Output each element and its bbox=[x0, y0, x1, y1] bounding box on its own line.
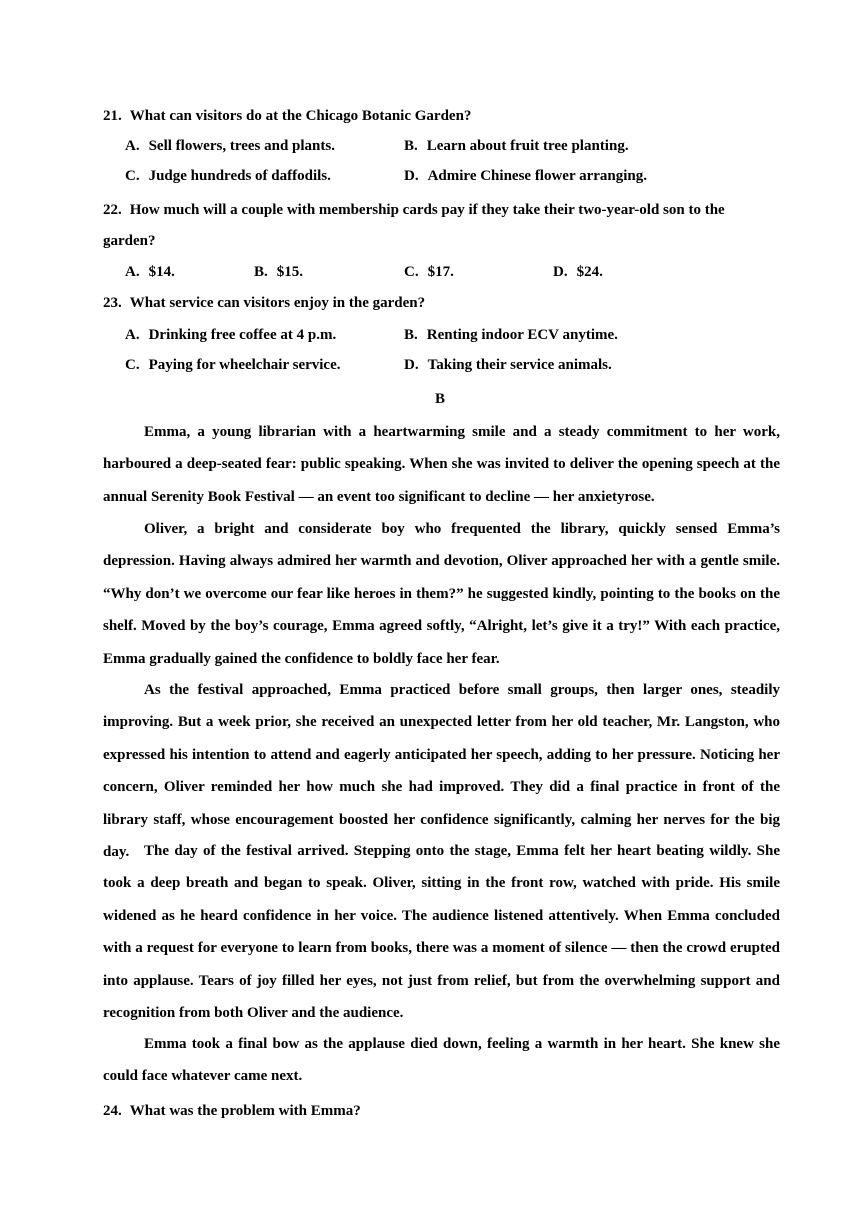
option-text: Admire Chinese flower arranging. bbox=[427, 168, 648, 184]
option-22-b bbox=[254, 262, 303, 282]
option-text: Learn about fruit tree planting. bbox=[426, 138, 629, 154]
option-letter: C. bbox=[125, 168, 140, 184]
question-text: How much will a couple with membership cards pay if they take their two-year-old son to the bbox=[129, 202, 725, 218]
option-letter: D. bbox=[553, 264, 568, 280]
option-21-a bbox=[125, 136, 335, 156]
question-number: 24. bbox=[103, 1103, 122, 1119]
option-text: $17. bbox=[427, 264, 454, 280]
question-text: What can visitors do at the Chicago Botanic Garden? bbox=[129, 108, 472, 124]
option-letter: A. bbox=[125, 138, 140, 154]
option-text: Drinking free coffee at 4 p.m. bbox=[148, 327, 337, 343]
option-23-c bbox=[125, 355, 341, 375]
option-letter: B. bbox=[404, 138, 418, 154]
option-text: Renting indoor ECV anytime. bbox=[426, 327, 618, 343]
question-number: 22. bbox=[103, 202, 122, 218]
option-letter: C. bbox=[404, 264, 419, 280]
passage-paragraph-3: As the festival approached, Emma practiced before small groups, then larger ones, steadily improving. But a week prior, she received an unexpected letter from her old teacher, Mr. Langston, who expressed his intention to attend and eagerly anticipated her speech, adding to her pressure. Noticing her concern, Oliver reminded her how much she had improved. They did a final practice in front of the library staff, whose encouragement boosted her confidence significantly, calming her nerves for the big day. bbox=[103, 682, 780, 861]
question-text: What was the problem with Emma? bbox=[129, 1103, 361, 1119]
option-23-a bbox=[125, 325, 336, 345]
option-letter: A. bbox=[125, 264, 140, 280]
option-text: Paying for wheelchair service. bbox=[148, 357, 341, 373]
option-21-c bbox=[125, 166, 331, 186]
option-21-d bbox=[404, 166, 647, 186]
question-23 bbox=[103, 293, 780, 313]
option-23-d bbox=[404, 355, 612, 375]
passage-paragraph-1: Emma, a young librarian with a heartwarming smile and a steady commitment to her work, harboured a deep-seated fear: public speaking. When she was invited to deliver the opening speech at the annual Serenity Book Festival — an event too significant to decline — her anxietyrose. bbox=[103, 424, 780, 505]
question-22 bbox=[103, 200, 780, 220]
option-text: Judge hundreds of daffodils. bbox=[148, 168, 331, 184]
option-text: Sell flowers, trees and plants. bbox=[148, 138, 335, 154]
option-text: $14. bbox=[148, 264, 175, 280]
question-number: 23. bbox=[103, 295, 122, 311]
option-23-b bbox=[404, 325, 618, 345]
option-text: Taking their service animals. bbox=[427, 357, 612, 373]
option-letter: D. bbox=[404, 357, 419, 373]
option-letter: D. bbox=[404, 168, 419, 184]
option-letter: B. bbox=[404, 327, 418, 343]
passage-paragraph-2: Oliver, a bright and considerate boy who frequented the library, quickly sensed Emma’s depression. Having always admired her warmth and devotion, Oliver approached her with a gentle smile. “Why don’t we overcome our fear like heroes in them?” he suggested kindly, pointing to the books on the shelf. Moved by the boy’s courage, Emma agreed softly, “Alright, let’s give it a try!” With each practice, Emma gradually gained the confidence to boldly face her fear. bbox=[103, 521, 780, 667]
option-22-c bbox=[404, 262, 454, 282]
option-text: $24. bbox=[576, 264, 603, 280]
question-number: 21. bbox=[103, 108, 122, 124]
passage-paragraph-4: The day of the festival arrived. Stepping onto the stage, Emma felt her heart beating wildly. She took a deep breath and began to speak. Oliver, sitting in the front row, watched with pride. His smile widened as he heard confidence in her voice. The audience listened attentively. When Emma concluded with a request for everyone to learn from books, there was a moment of silence — then the crowd erupted into applause. Tears of joy filled her eyes, not just from relief, but from the overwhelming support and recognition from both Oliver and the audience. bbox=[103, 843, 780, 1022]
passage-paragraph-5: Emma took a final bow as the applause died down, feeling a warmth in her heart. She knew she could face whatever came next. bbox=[103, 1036, 780, 1085]
section-heading: B bbox=[434, 391, 445, 407]
option-22-a bbox=[125, 262, 175, 282]
option-letter: C. bbox=[125, 357, 140, 373]
option-text: $15. bbox=[276, 264, 304, 280]
question-21 bbox=[103, 106, 780, 126]
question-text: What service can visitors enjoy in the garden? bbox=[129, 295, 426, 311]
question-22-continued: garden? bbox=[103, 233, 156, 249]
option-22-d bbox=[553, 262, 603, 282]
option-letter: B. bbox=[254, 264, 268, 280]
option-letter: A. bbox=[125, 327, 140, 343]
option-21-b bbox=[404, 136, 629, 156]
question-24 bbox=[103, 1101, 780, 1121]
